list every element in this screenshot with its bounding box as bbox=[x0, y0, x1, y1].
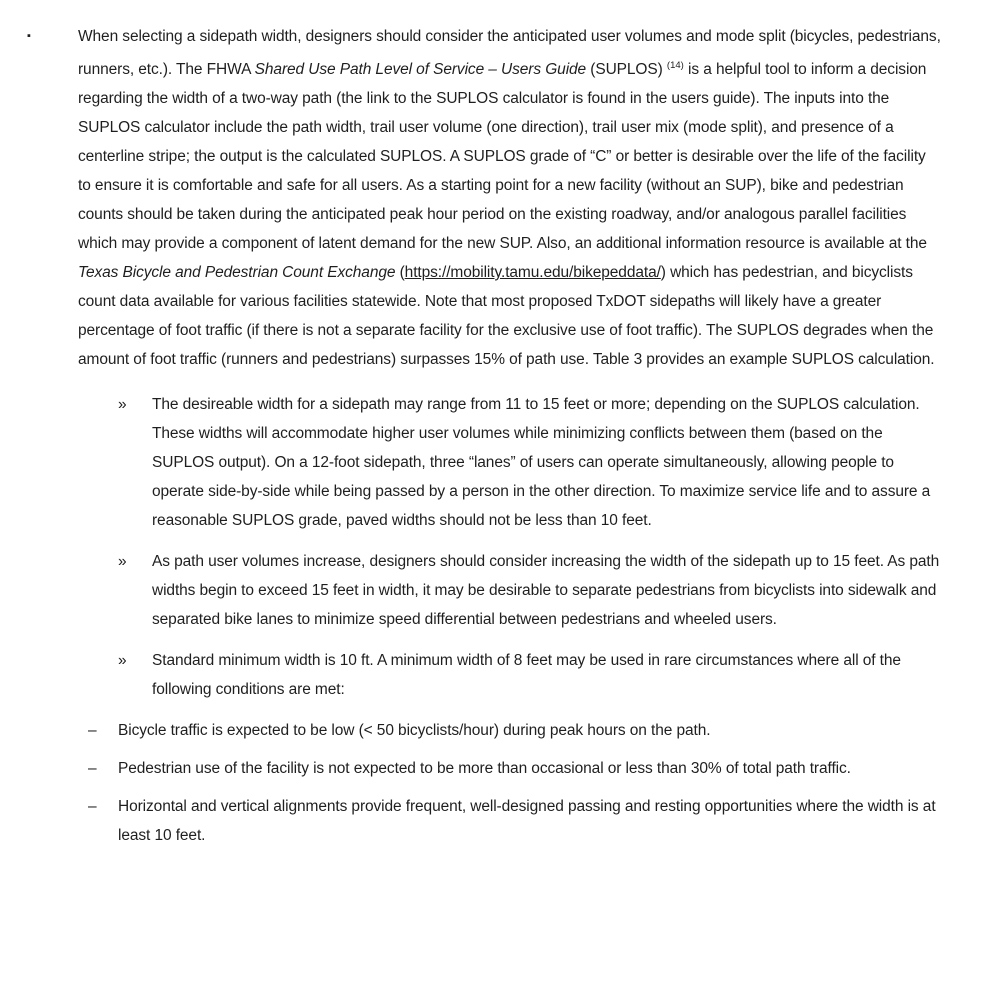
dash-bullet-icon: – bbox=[88, 760, 97, 777]
footnote-reference-14: (14) bbox=[666, 60, 684, 71]
sub-bullet-item-minimum-width bbox=[118, 646, 942, 704]
paragraph-text: ) which has pedestrian, and bicyclists count data available for various facilities statewide. Note that most proposed TxDOT sidepaths will likely have a greater percentage of foot traffic (if there is not a separate facility for the exclusive use of foot traffic). The SUPLOS degrades when the amount of foot traffic (runners and pedestrians) surpasses 15% of path use. Table 3 provides an example SUPLOS calculation. bbox=[78, 264, 935, 368]
paragraph-text: (SUPLOS) bbox=[586, 61, 667, 78]
italic-title-count-exchange: Texas Bicycle and Pedestrian Count Exchange bbox=[78, 264, 396, 281]
paragraph-text: ( bbox=[395, 264, 405, 281]
list-item-sidepath-width bbox=[25, 22, 942, 374]
guillemet-bullet-icon: » bbox=[118, 553, 127, 570]
square-bullet-icon: ▪ bbox=[27, 30, 31, 42]
dash-bullet-item-pedestrian-use bbox=[88, 754, 942, 783]
guillemet-bullet-icon: » bbox=[118, 396, 127, 413]
italic-title-suplos-users-guide: Shared Use Path Level of Service – Users Guide bbox=[254, 61, 587, 78]
dash-bullet-text: Pedestrian use of the facility is not expected to be more than occasional or less than 30% of total path traffic. bbox=[118, 760, 851, 777]
sub-bullet-text: As path user volumes increase, designers should consider increasing the width of the sidepath up to 15 feet. As path widths begin to exceed 15 feet in width, it may be desirable to separate pedestrians from bicyclists into sidewalk and separated bike lanes to minimize speed differential between pedestrians and wheeled users. bbox=[152, 553, 940, 628]
main-paragraph bbox=[78, 22, 942, 374]
bikepeddata-link[interactable]: https://mobility.tamu.edu/bikepeddata/ bbox=[404, 264, 661, 281]
dash-bullet-icon: – bbox=[88, 722, 97, 739]
dash-bullet-item-bicycle-traffic bbox=[88, 716, 942, 745]
dash-bullet-text: Horizontal and vertical alignments provide frequent, well-designed passing and resting opportunities where the width is at least 10 feet. bbox=[118, 798, 936, 844]
dash-bullet-item-alignments bbox=[88, 792, 942, 850]
dash-bullet-text: Bicycle traffic is expected to be low (< 50 bicyclists/hour) during peak hours on the path. bbox=[118, 722, 711, 739]
paragraph-text: is a helpful tool to inform a decision regarding the width of a two-way path (the link to the SUPLOS calculator is found in the users guide). The inputs into the SUPLOS calculator include the path width, trail user volume (one direction), trail user mix (mode split), and presence of a centerline stripe; the output is the calculated SUPLOS. A SUPLOS grade of “C” or better is desirable over the life of the facility to ensure it is comfortable and safe for all users. As a starting point for a new facility (without an SUP), bike and pedestrian counts should be taken during the anticipated peak hour period on the existing roadway, and/or analogous parallel facilities which may provide a component of latent demand for the new SUP. Also, an additional information resource is available at the bbox=[78, 61, 927, 252]
paragraph-text: When selecting a sidepath width, designers should consider the anticipated user volumes and mode split (bicycles, pedestrians, runners, etc.). The FHWA bbox=[78, 28, 941, 78]
sub-bullet-text: Standard minimum width is 10 ft. A minimum width of 8 feet may be used in rare circumstances where all of the following conditions are met: bbox=[152, 652, 901, 698]
sub-bullet-item-desirable-width bbox=[118, 390, 942, 535]
sub-bullet-item-increasing-width bbox=[118, 547, 942, 634]
dash-bullet-icon: – bbox=[88, 798, 97, 815]
guillemet-bullet-icon: » bbox=[118, 652, 127, 669]
sub-bullet-text: The desireable width for a sidepath may range from 11 to 15 feet or more; depending on the SUPLOS calculation. These widths will accommodate higher user volumes while minimizing conflicts between them (based on the SUPLOS output). On a 12-foot sidepath, three “lanes” of users can operate simultaneously, allowing people to operate side-by-side while being passed by a person in the other direction. To maximize service life and to assure a reasonable SUPLOS grade, paved widths should not be less than 10 feet. bbox=[152, 396, 931, 529]
